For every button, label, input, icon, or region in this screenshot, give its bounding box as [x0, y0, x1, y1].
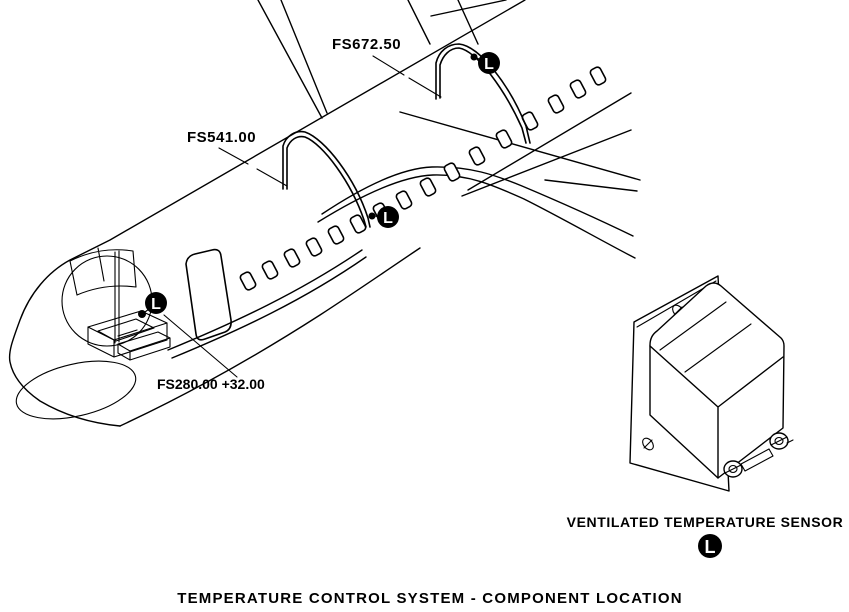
leader-fs541 — [219, 148, 287, 186]
marker-letter: L — [383, 210, 393, 227]
fs280-frame-plane — [115, 251, 119, 343]
rear-belly-lines — [462, 93, 637, 196]
cabin-window — [305, 237, 323, 257]
cabin-window — [283, 248, 301, 268]
cabin-window — [589, 66, 607, 86]
sensor-detail-drawing — [630, 276, 793, 491]
sensor-label: VENTILATED TEMPERATURE SENSOR — [566, 514, 844, 530]
cabin-window — [468, 146, 486, 166]
marker-letter: L — [151, 296, 161, 313]
legend-marker — [698, 534, 722, 558]
wing-fairing-upper — [322, 167, 633, 236]
frame-arc-fs541 — [283, 132, 370, 227]
label-fs280: FS280.00 +32.00 — [157, 376, 265, 392]
cabin-window — [419, 177, 437, 197]
legend-marker-letter: L — [704, 537, 716, 557]
cabin-window — [239, 271, 257, 291]
cabin-window — [349, 214, 367, 234]
aircraft-line-art — [10, 0, 640, 429]
leader-lines — [164, 56, 441, 377]
leader-fs672 — [373, 56, 441, 97]
cabin-window — [547, 94, 565, 114]
cabin-window — [327, 225, 345, 245]
cabin-window — [569, 79, 587, 99]
cabin-window — [261, 260, 279, 280]
far-wing-lines — [258, 0, 506, 118]
label-fs672: FS672.50 — [332, 36, 402, 53]
label-fs541: FS541.00 — [187, 129, 257, 146]
equipment-rack-boxes — [88, 311, 170, 360]
cabin-window — [443, 162, 461, 182]
cabin-window — [395, 190, 413, 210]
cabin-window-row — [239, 66, 607, 291]
cabin-window — [495, 129, 513, 149]
location-marker-fs280 — [138, 292, 167, 318]
diagram-caption: TEMPERATURE CONTROL SYSTEM - COMPONENT LOCATION — [177, 590, 683, 607]
location-marker-fs672 — [471, 52, 501, 74]
marker-letter: L — [484, 56, 494, 73]
